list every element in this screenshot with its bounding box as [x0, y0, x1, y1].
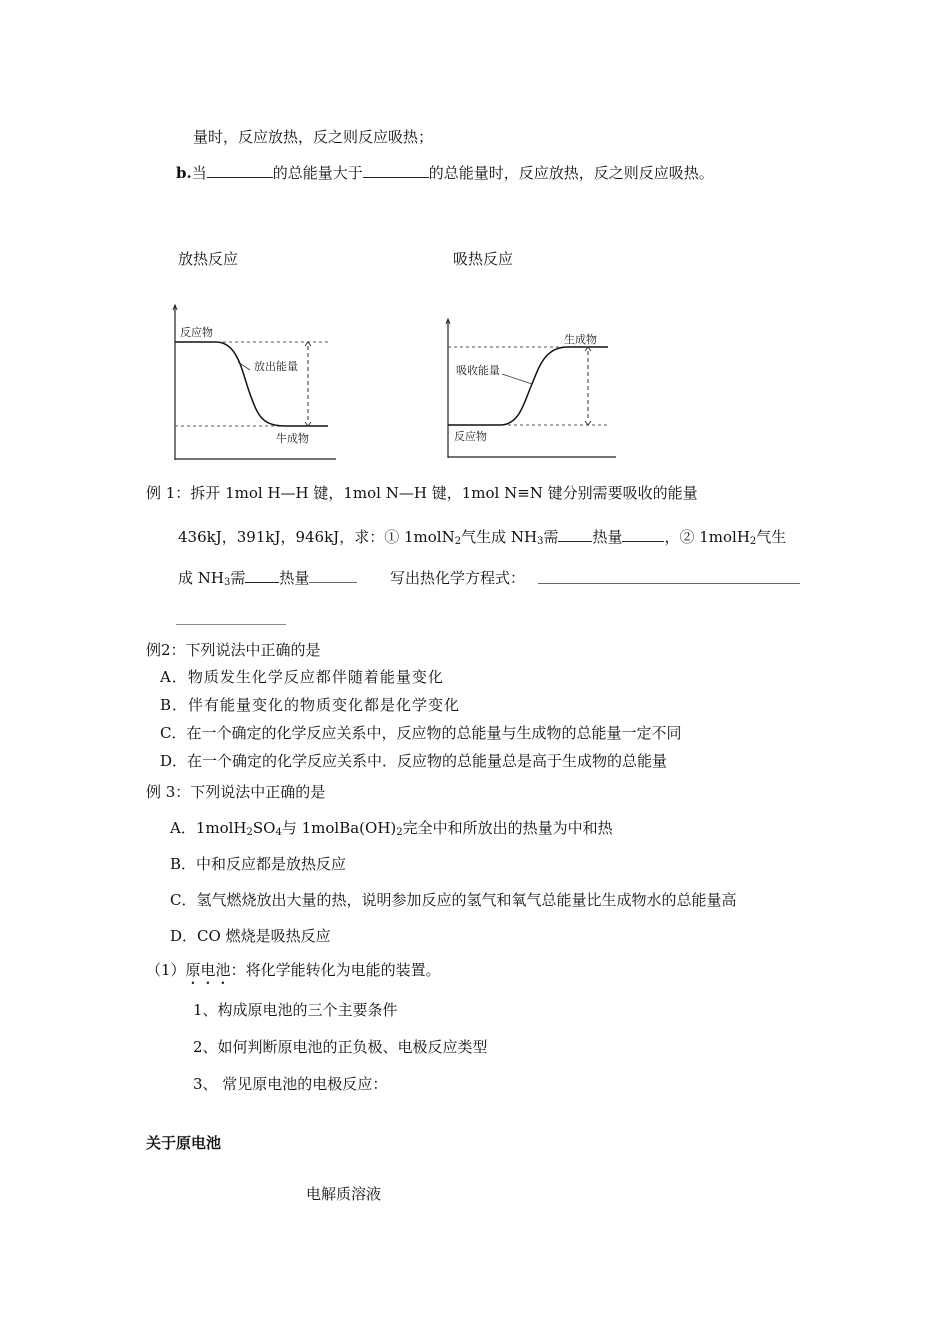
endo-arrow-down — [585, 421, 591, 425]
exo-label-leader — [238, 362, 250, 370]
ex1-sub-n2: 2 — [454, 536, 462, 547]
ex1-l2-a: 436kJ，391kJ，946kJ，求：① 1molN — [178, 528, 455, 546]
blank-b1[interactable] — [207, 163, 273, 178]
example2-option-c: C．在一个确定的化学反应关系中，反应物的总能量与生成物的总能量一定不同 — [160, 724, 682, 742]
battery-heading-rest: ：将化学能转化为电能的装置。 — [230, 961, 441, 979]
text-line-a-tail: 量时，反应放热，反之则反应吸热； — [193, 128, 434, 146]
exo-product-label: 牛成物 — [276, 432, 309, 445]
blank-b2[interactable] — [363, 163, 429, 178]
endo-absorb-label: 吸收能量 — [456, 364, 500, 377]
blank-ex1-4[interactable] — [309, 568, 357, 583]
battery-heading-term: 原电池 — [185, 961, 231, 979]
battery-heading-num: （1） — [146, 961, 186, 979]
ex1-l2-d: 热量 — [592, 528, 623, 546]
ex1-l3-a: 成 NH — [178, 569, 224, 587]
endo-label-leader — [502, 374, 532, 384]
about-battery-heading: 关于原电池 — [146, 1134, 222, 1152]
battery-item-1: 1、构成原电池的三个主要条件 — [193, 1001, 398, 1019]
battery-item-2: 2、如何判断原电池的正负极、电极反应类型 — [193, 1038, 488, 1056]
example2-option-d: D．在一个确定的化学反应关系中．反应物的总能量总是高于生成物的总能量 — [160, 752, 668, 770]
ex3-a-2: SO — [252, 819, 276, 837]
diagram-endo-title: 吸热反应 — [453, 250, 514, 268]
exo-arrow-up — [305, 342, 311, 346]
ex1-l2-b: 气生成 NH — [461, 528, 538, 546]
equation-answer-line-2[interactable] — [176, 624, 286, 625]
ex3-a-4: 完全中和所放出的热量为中和热 — [402, 819, 613, 837]
battery-heading — [146, 960, 441, 988]
example3-option-a — [170, 818, 613, 838]
ex1-l2-c: 需 — [543, 528, 559, 546]
ex1-l3-c: 热量 — [279, 569, 310, 587]
exothermic-energy-diagram — [168, 302, 338, 462]
text-line-b — [176, 163, 714, 183]
battery-item-3: 3、 常见原电池的电极反应： — [193, 1075, 388, 1093]
exo-reactant-label: 反应物 — [180, 326, 213, 339]
endo-reactant-label: 反应物 — [454, 430, 487, 443]
ex1-sub-nh3-2: 3 — [223, 577, 231, 588]
example1-line1: 例 1：拆开 1mol H—H 键，1mol N—H 键，1mol N≡N 键分别需要吸收的能量 — [146, 484, 698, 502]
ex1-l3-b: 需 — [230, 569, 246, 587]
ex3-a-sub2: 4 — [275, 827, 282, 838]
exo-release-label: 放出能量 — [254, 360, 298, 373]
ex3-a-sub1: 2 — [246, 827, 253, 838]
endo-energy-curve — [448, 347, 608, 425]
example3-option-b: B．中和反应都是放热反应 — [170, 855, 347, 873]
ex1-l2-f: 气生 — [756, 528, 787, 546]
ex3-a-sub3: 2 — [396, 827, 403, 838]
line-b-t2: 的总能量大于 — [272, 164, 363, 182]
ex1-equation-prompt: 写出热化学方程式： — [390, 569, 526, 587]
line-b-t1: 当 — [191, 164, 207, 182]
diagram-exo-title: 放热反应 — [178, 250, 239, 268]
example3-option-d: D．CO 燃烧是吸热反应 — [170, 927, 331, 945]
ex3-a-1: A．1molH — [170, 819, 247, 837]
example3-option-c: C．氢气燃烧放出大量的热，说明参加反应的氢气和氧气总能量比生成物水的总能量高 — [170, 891, 737, 909]
exo-energy-curve — [175, 342, 328, 426]
example3-title: 例 3：下列说法中正确的是 — [146, 783, 326, 801]
ex3-a-3: 与 1molBa(OH) — [281, 819, 397, 837]
endo-product-label: 生成物 — [564, 333, 597, 346]
example1-line3 — [178, 568, 357, 588]
blank-ex1-3[interactable] — [245, 568, 279, 583]
ex1-sub-nh3: 3 — [537, 536, 544, 547]
example2-option-a: A．物质发生化学反应都伴随着能量变化 — [160, 668, 444, 686]
blank-ex1-1[interactable] — [558, 527, 592, 542]
endothermic-energy-diagram — [440, 316, 620, 461]
example2-option-b: B．伴有能量变化的物质变化都是化学变化 — [160, 696, 461, 714]
ex1-l2-e: ，② 1molH — [664, 528, 750, 546]
line-b-t3: 的总能量时，反应放热，反之则反应吸热。 — [428, 164, 714, 182]
blank-ex1-2[interactable] — [622, 527, 664, 542]
equation-answer-line-1[interactable] — [538, 583, 800, 584]
example2-title: 例2：下列说法中正确的是 — [146, 641, 321, 659]
example1-line2 — [178, 527, 786, 547]
electrolyte-label: 电解质溶液 — [306, 1185, 382, 1203]
ex1-sub-h2: 2 — [749, 536, 757, 547]
line-b-prefix: b. — [176, 164, 192, 182]
